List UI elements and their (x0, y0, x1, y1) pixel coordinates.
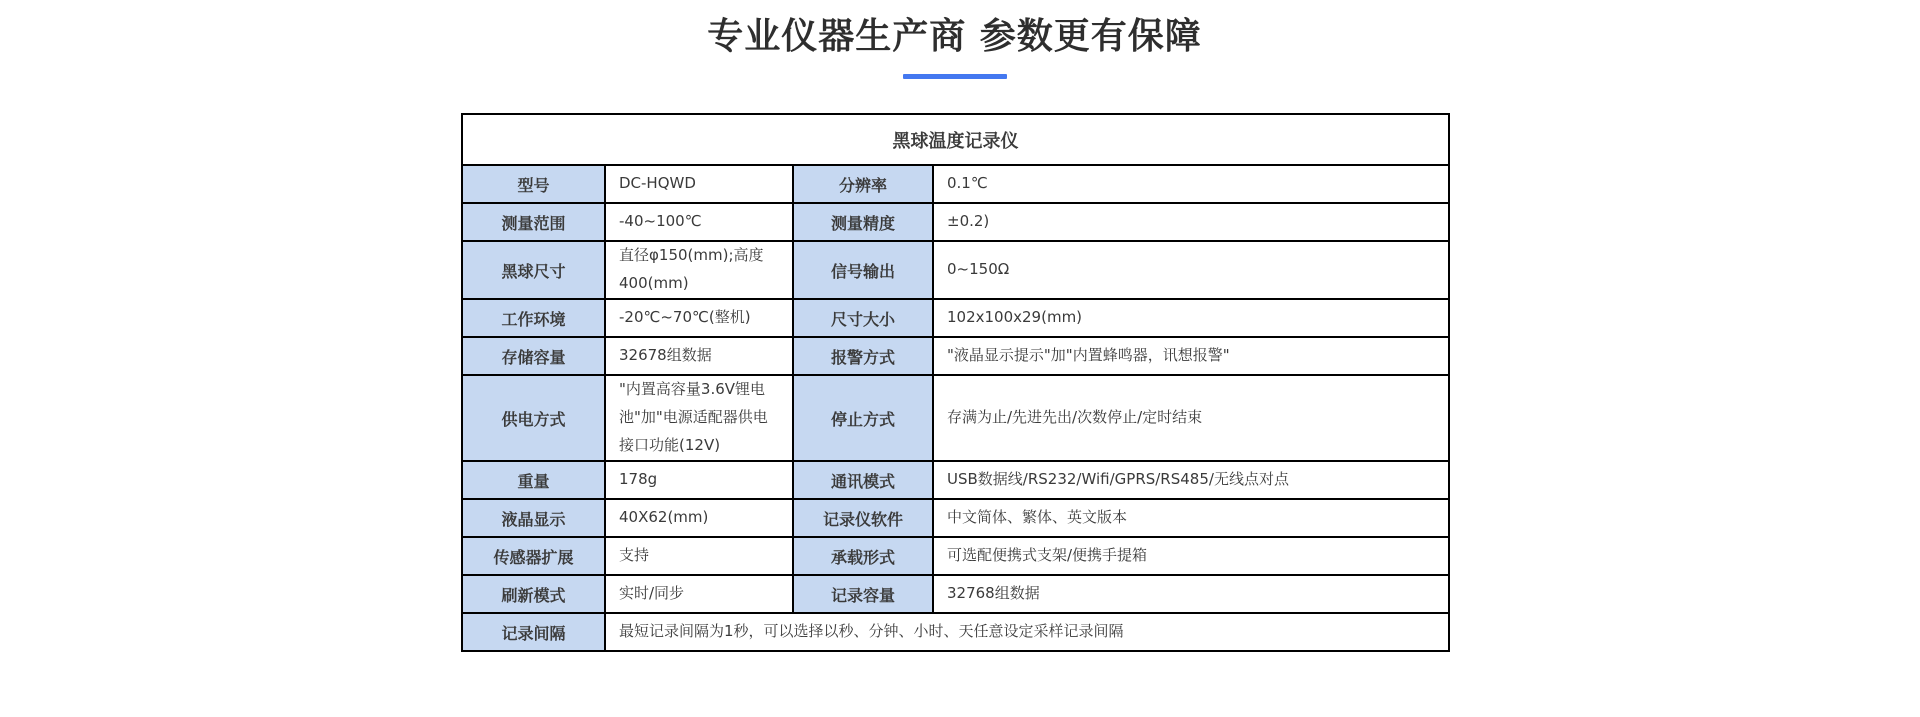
table-row (462, 461, 1449, 499)
spec-label: 传感器扩展 (462, 537, 605, 575)
spec-value: 0~150Ω (933, 241, 1449, 299)
spec-label: 液晶显示 (462, 499, 605, 537)
spec-value: 存满为止/先进先出/次数停止/定时结束 (933, 375, 1449, 461)
spec-value: -40~100℃ (605, 203, 793, 241)
spec-label: 供电方式 (462, 375, 605, 461)
spec-value: 支持 (605, 537, 793, 575)
spec-label: 工作环境 (462, 299, 605, 337)
spec-value: 102x100x29(mm) (933, 299, 1449, 337)
spec-value: 直径φ150(mm);高度400(mm) (605, 241, 793, 299)
table-row (462, 499, 1449, 537)
table-row (462, 375, 1449, 461)
spec-value: -20℃~70℃(整机) (605, 299, 793, 337)
page-title: 专业仪器生产商 参数更有保障 (707, 16, 1202, 57)
spec-label: 记录容量 (793, 575, 933, 613)
spec-label: 型号 (462, 165, 605, 203)
spec-value: 40X62(mm) (605, 499, 793, 537)
table-row (462, 241, 1449, 299)
spec-label: 分辨率 (793, 165, 933, 203)
table-title: 黑球温度记录仪 (462, 114, 1449, 165)
page-content (461, 0, 1448, 652)
spec-label: 承载形式 (793, 537, 933, 575)
spec-label: 记录间隔 (462, 613, 605, 651)
spec-label: 报警方式 (793, 337, 933, 375)
spec-value: 32678组数据 (605, 337, 793, 375)
spec-value: ±0.2) (933, 203, 1449, 241)
spec-value: USB数据线/RS232/Wifi/GPRS/RS485/无线点对点 (933, 461, 1449, 499)
spec-label: 尺寸大小 (793, 299, 933, 337)
table-row (462, 613, 1449, 651)
spec-label: 存储容量 (462, 337, 605, 375)
table-title-row (462, 114, 1449, 165)
spec-table (461, 113, 1450, 652)
spec-label: 停止方式 (793, 375, 933, 461)
table-row (462, 165, 1449, 203)
spec-label: 黑球尺寸 (462, 241, 605, 299)
table-row (462, 299, 1449, 337)
spec-label: 刷新模式 (462, 575, 605, 613)
spec-value: 可选配便携式支架/便携手提箱 (933, 537, 1449, 575)
spec-label: 通讯模式 (793, 461, 933, 499)
spec-label: 记录仪软件 (793, 499, 933, 537)
spec-value: 178g (605, 461, 793, 499)
table-row (462, 575, 1449, 613)
spec-label: 测量范围 (462, 203, 605, 241)
table-row (462, 537, 1449, 575)
table-row (462, 203, 1449, 241)
title-divider (903, 74, 1007, 79)
spec-label: 测量精度 (793, 203, 933, 241)
spec-value: "液晶显示提示"加"内置蜂鸣器，讯想报警" (933, 337, 1449, 375)
spec-value: 中文简体、繁体、英文版本 (933, 499, 1449, 537)
spec-label: 重量 (462, 461, 605, 499)
spec-value: 实时/同步 (605, 575, 793, 613)
table-row (462, 337, 1449, 375)
spec-value: 0.1℃ (933, 165, 1449, 203)
spec-value: "内置高容量3.6V锂电池"加"电源适配器供电接口功能(12V) (605, 375, 793, 461)
spec-value: 32768组数据 (933, 575, 1449, 613)
spec-value: 最短记录间隔为1秒，可以选择以秒、分钟、小时、天任意设定采样记录间隔 (605, 613, 1449, 651)
spec-label: 信号输出 (793, 241, 933, 299)
spec-value: DC-HQWD (605, 165, 793, 203)
